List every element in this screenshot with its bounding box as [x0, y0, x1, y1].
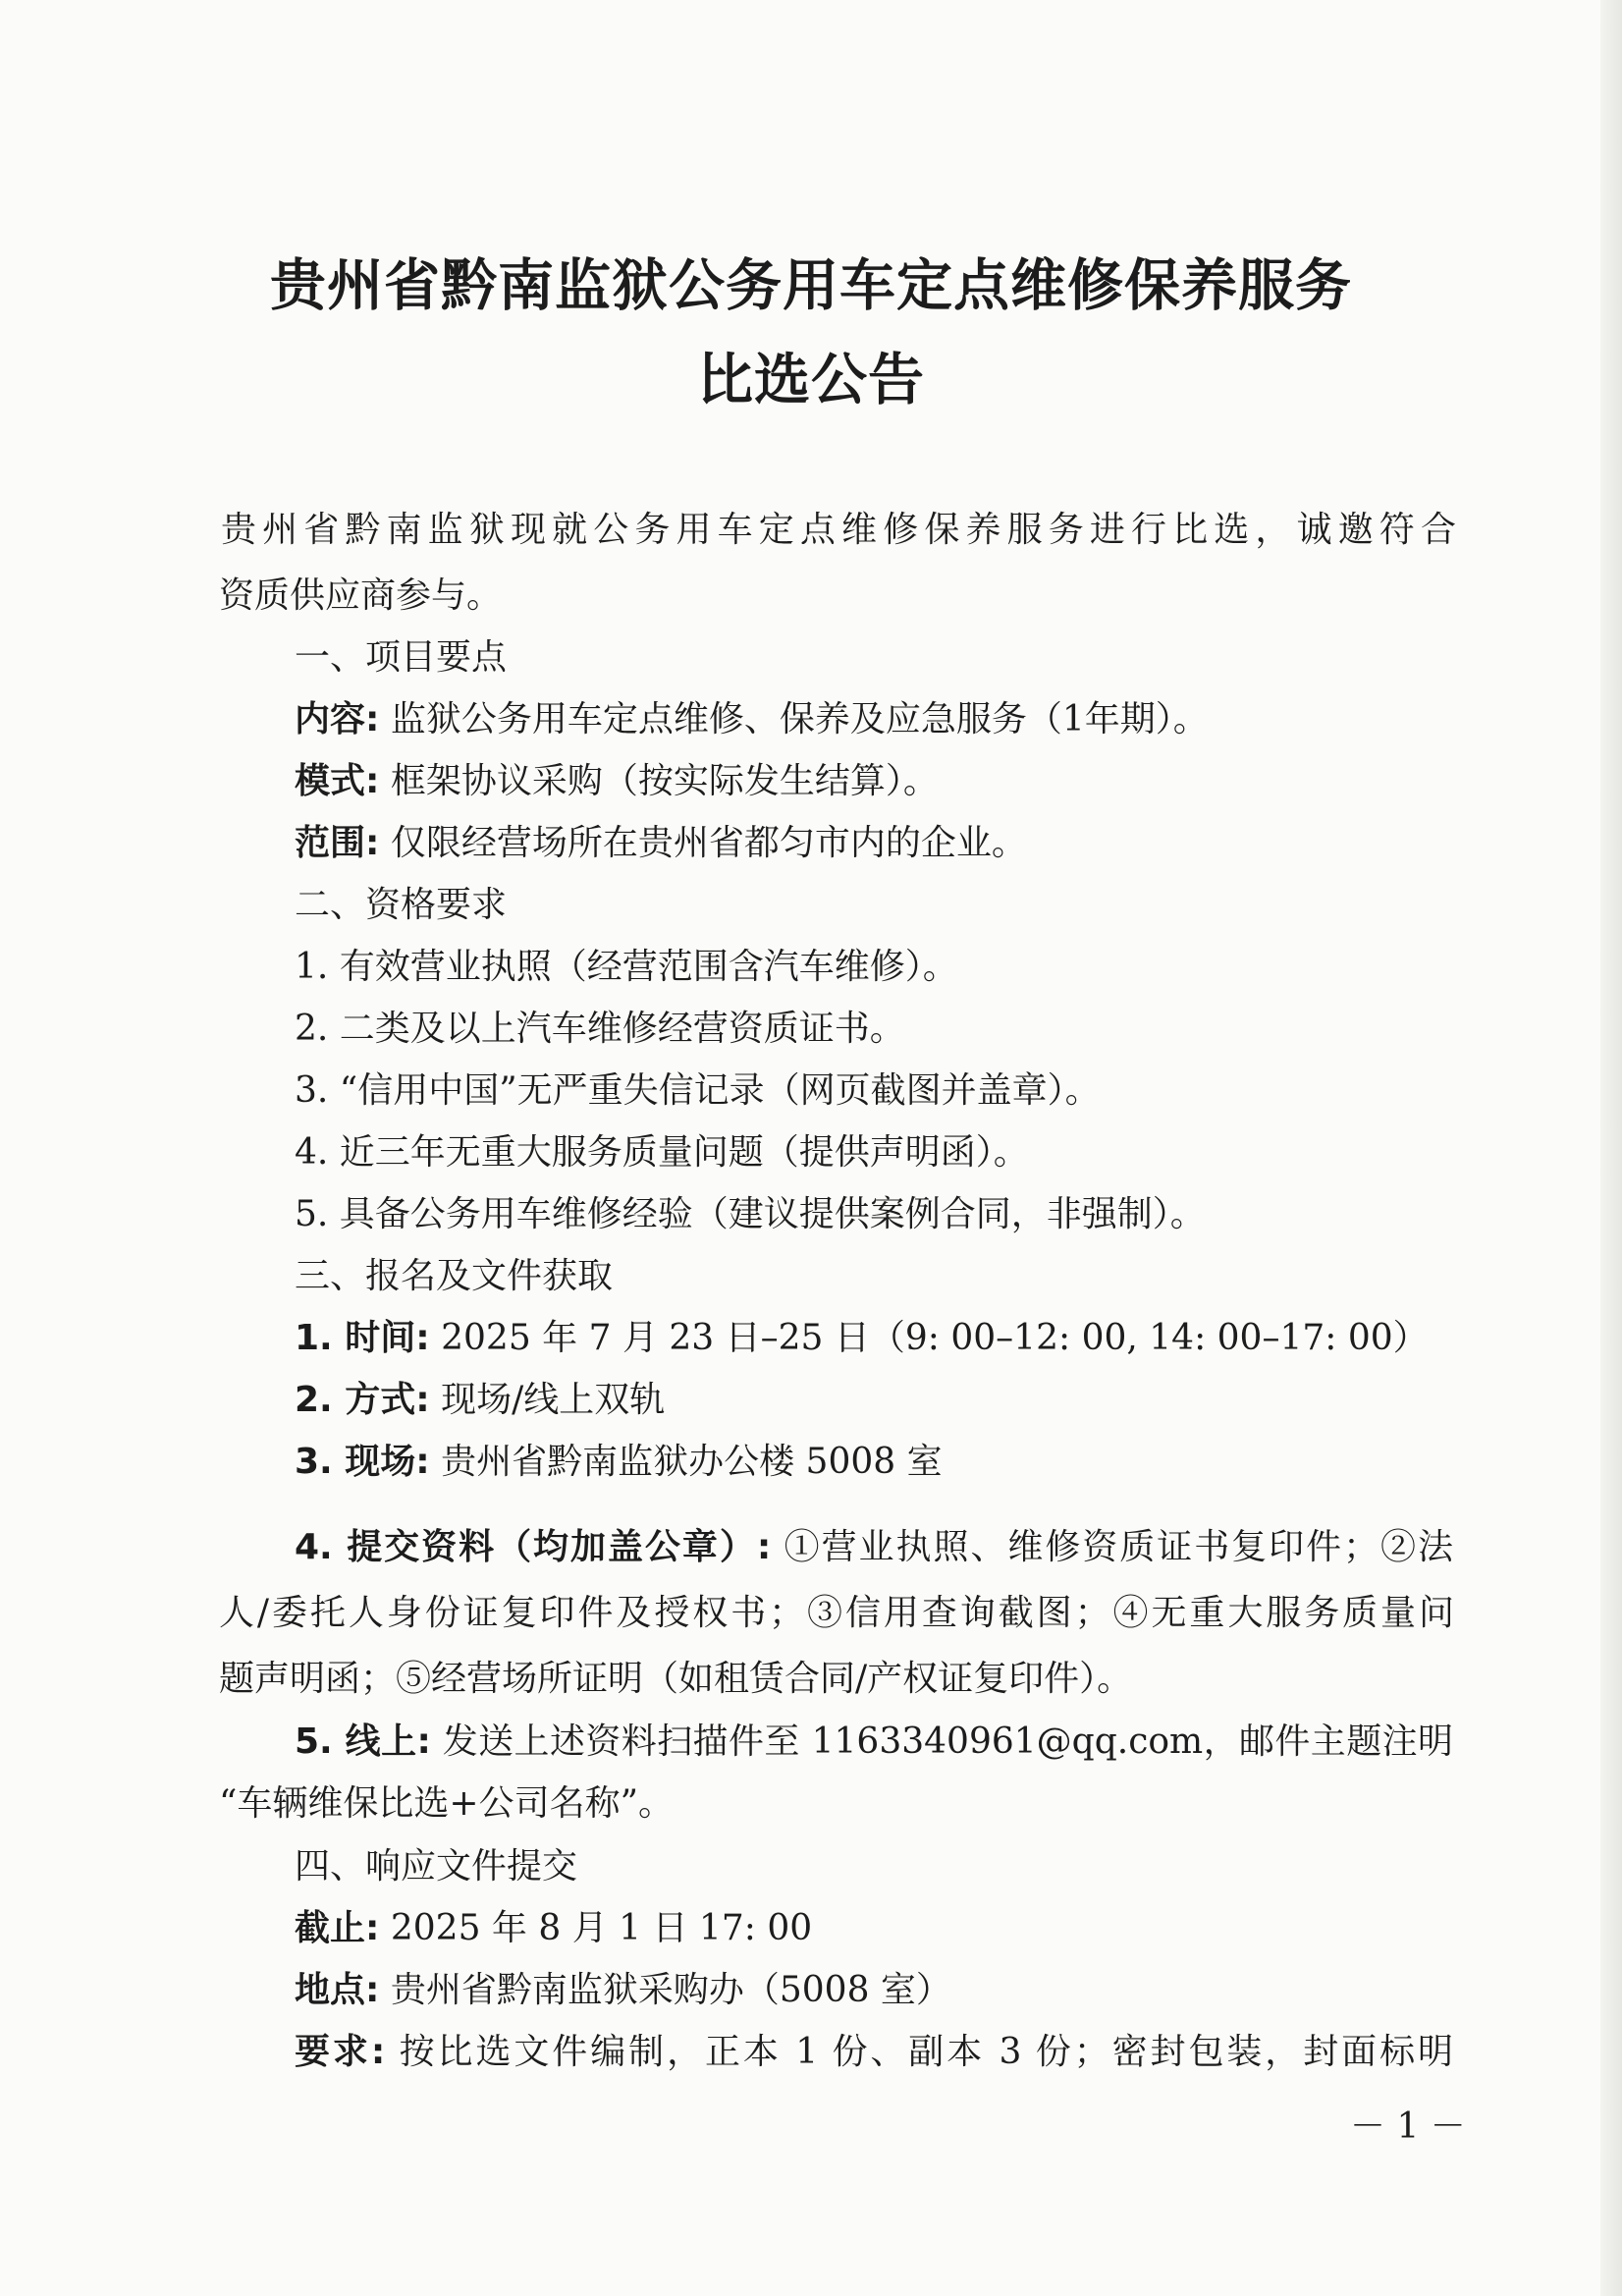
- time-row: [295, 1317, 1571, 1360]
- content-label: 内容:: [295, 699, 380, 739]
- time-text: 2025 年 7 月 23 日–25 日（9: 00–12: 00, 14: 00–17: 00）: [429, 1318, 1429, 1358]
- content-text: 监狱公务用车定点维修、保养及应急服务（1年期）。: [379, 699, 1209, 739]
- mode-label: 模式:: [295, 761, 380, 801]
- docs-label: 4. 提交资料（均加盖公章）:: [295, 1527, 772, 1567]
- mode-text: 框架协议采购（按实际发生结算）。: [379, 761, 939, 801]
- location-row: [295, 1969, 1571, 2012]
- section-4-heading: 四、响应文件提交: [295, 1846, 578, 1886]
- scope-row: [295, 822, 1571, 865]
- intro-line-1: 贵州省黔南监狱现就公务用车定点维修保养服务进行比选，诚邀符合: [221, 510, 1456, 550]
- qualification-item-3: 3. “信用中国”无严重失信记录（网页截图并盖章）。: [295, 1070, 1101, 1111]
- location-label: 地点:: [295, 1970, 380, 2010]
- deadline-label: 截止:: [295, 1908, 380, 1948]
- location-text: 贵州省黔南监狱采购办（5008 室）: [379, 1970, 951, 2010]
- method-label: 2. 方式:: [295, 1380, 430, 1420]
- docs-text-3: 题声明函；⑤经营场所证明（如租赁合同/产权证复印件）。: [219, 1659, 1133, 1699]
- onsite-label: 3. 现场:: [295, 1442, 430, 1482]
- section-1-heading: 一、项目要点: [295, 637, 508, 678]
- deadline-text: 2025 年 8 月 1 日 17: 00: [379, 1908, 813, 1948]
- scope-text: 仅限经营场所在贵州省都匀市内的企业。: [379, 823, 1027, 863]
- scan-edge: [1600, 0, 1622, 2296]
- online-text-2: “车辆维保比选+公司名称”。: [219, 1783, 674, 1824]
- online-text-1: 发送上述资料扫描件至 1163340961@qq.com，邮件主题注明: [430, 1722, 1454, 1762]
- qualification-item-4: 4. 近三年无重大服务质量问题（提供声明函）。: [295, 1132, 1029, 1173]
- require-label: 要求:: [295, 2032, 386, 2072]
- deadline-row: [295, 1907, 1571, 1950]
- method-text: 现场/线上双轨: [429, 1380, 666, 1420]
- document-title-line-1: 贵州省黔南监狱公务用车定点维修保养服务: [270, 253, 1352, 318]
- page-number: － 1 －: [1350, 2106, 1466, 2147]
- online-row: [295, 1721, 1453, 1764]
- intro-line-2: 资质供应商参与。: [219, 575, 503, 616]
- docs-text-2: 人/委托人身份证复印件及授权书；③信用查询截图；④无重大服务质量问: [219, 1593, 1454, 1633]
- docs-text-1: ①营业执照、维修资质证书复印件；②法: [771, 1527, 1453, 1567]
- section-2-heading: 二、资格要求: [295, 885, 508, 925]
- online-label: 5. 线上:: [295, 1722, 431, 1762]
- section-3-heading: 三、报名及文件获取: [295, 1256, 614, 1296]
- require-text: 按比选文件编制，正本 1 份、副本 3 份；密封包装，封面标明: [385, 2032, 1453, 2072]
- qualification-item-2: 2. 二类及以上汽车维修经营资质证书。: [295, 1009, 905, 1049]
- method-row: [295, 1379, 1571, 1422]
- time-label: 1. 时间:: [295, 1318, 430, 1358]
- qualification-item-1: 1. 有效营业执照（经营范围含汽车维修）。: [295, 947, 958, 987]
- mode-row: [295, 760, 1571, 803]
- content-row: [295, 698, 1571, 741]
- require-row: [295, 2031, 1453, 2074]
- document-title-line-2: 比选公告: [697, 348, 925, 412]
- onsite-text: 贵州省黔南监狱办公楼 5008 室: [429, 1442, 943, 1482]
- scope-label: 范围:: [295, 823, 380, 863]
- onsite-row: [295, 1441, 1571, 1484]
- docs-row: [295, 1526, 1453, 1569]
- qualification-item-5: 5. 具备公务用车维修经验（建议提供案例合同，非强制）。: [295, 1194, 1206, 1234]
